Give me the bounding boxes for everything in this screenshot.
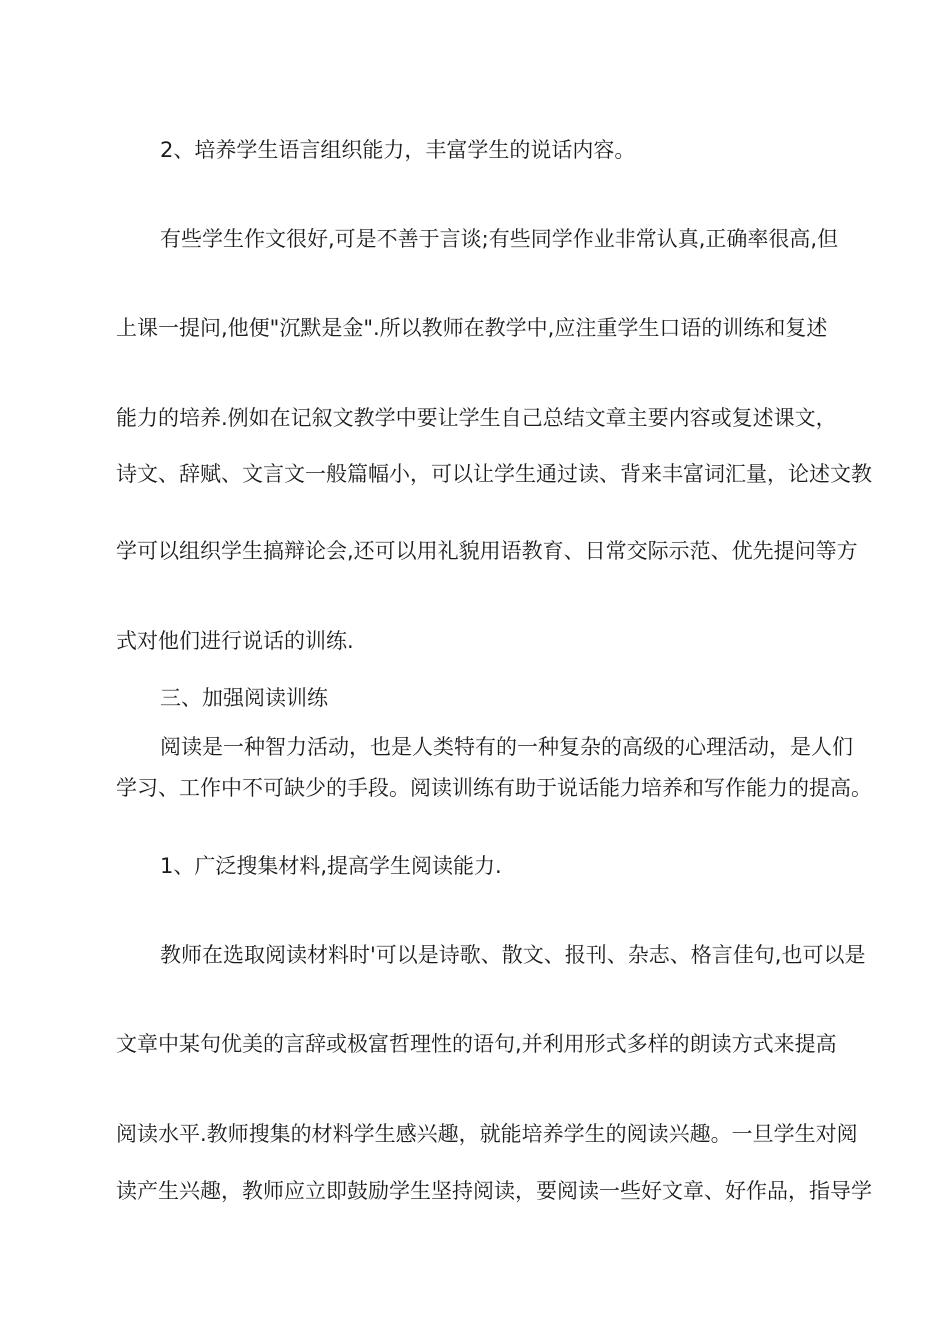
paragraph-line-7: 式对他们进行说话的训练. (116, 629, 354, 653)
paragraph-line-15: 读产生兴趣，教师应立即鼓励学生坚持阅读，要阅读一些好文章、好作品，指导学 (116, 1179, 872, 1203)
paragraph-line-13: 文章中某句优美的言辞或极富哲理性的语句,并利用形式多样的朗读方式来提高 (116, 1032, 837, 1056)
paragraph-line-4: 能力的培养.例如在记叙文教学中要让学生自己总结文章主要内容或复述课文， (116, 406, 837, 430)
paragraph-line-9: 阅读是一种智力活动，也是人类特有的一种复杂的高级的心理活动，是人们 (160, 735, 853, 759)
paragraph-line-12: 教师在选取阅读材料时'可以是诗歌、散文、报刊、杂志、格言佳句,也可以是 (160, 943, 866, 967)
paragraph-line-1: 2、培养学生语言组织能力，丰富学生的说话内容。 (160, 138, 636, 162)
paragraph-line-10: 学习、工作中不可缺少的手段。阅读训练有助于说话能力培养和写作能力的提高。 (116, 776, 872, 800)
paragraph-line-6: 学可以组织学生搞辩论会,还可以用礼貌用语教育、日常交际示范、优先提问等方 (116, 539, 858, 563)
section-heading: 三、加强阅读训练 (160, 686, 328, 710)
paragraph-line-3: 上课一提问,他便"沉默是金".所以教师在教学中,应注重学生口语的训练和复述 (116, 316, 828, 340)
paragraph-line-14: 阅读水平.教师搜集的材料学生感兴趣，就能培养学生的阅读兴趣。一旦学生对阅 (116, 1122, 858, 1146)
paragraph-line-2: 有些学生作文很好,可是不善于言谈;有些同学作业非常认真,正确率很高,但 (160, 227, 839, 251)
subheading-line: 1、广泛搜集材料,提高学生阅读能力. (160, 854, 502, 878)
paragraph-line-5: 诗文、辞赋、文言文一般篇幅小，可以让学生通过读、背来丰富词汇量，论述文教 (116, 462, 872, 486)
